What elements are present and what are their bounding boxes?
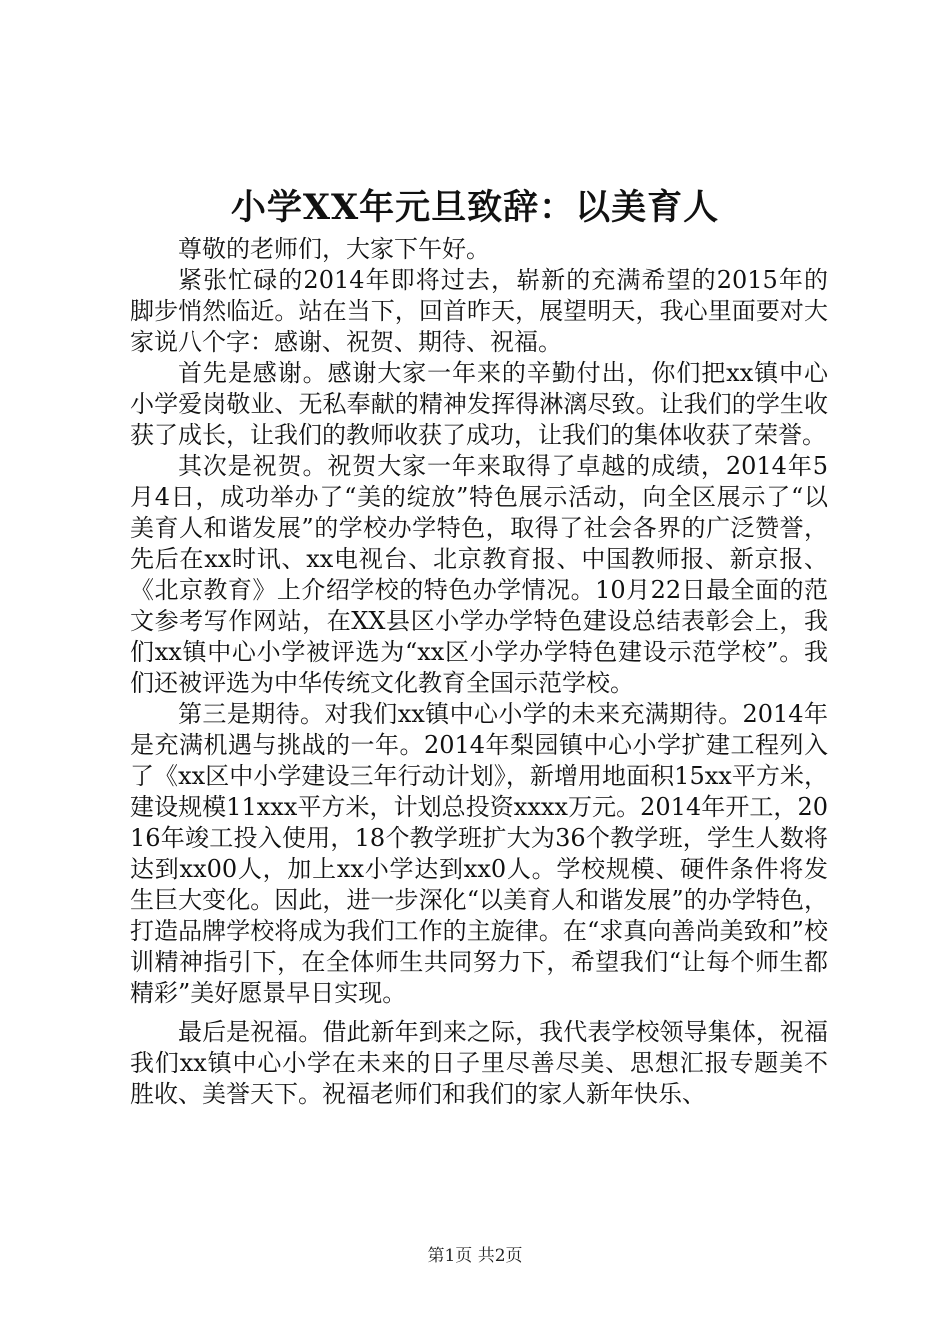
paragraph-congratulations: 其次是祝贺。祝贺大家一年来取得了卓越的成绩，2014年5月4日，成功举办了“美的绽放”特色展示活动，向全区展示了“以美育人和谐发展”的学校办学特色，取得了社会各界的广泛赞誉，先后在xx时讯、xx电视台、北京教育报、中国教师报、新京报、《北京教育》上介绍学校的特色办学情况。10月22日最全面的范文参考写作网站，在XX县区小学办学特色建设总结表彰会上，我们xx镇中心小学被评选为“xx区小学办学特色建设示范学校”。我们还被评选为中华传统文化教育全国示范学校。 [130, 452, 828, 697]
paragraph-expectations: 第三是期待。对我们xx镇中心小学的未来充满期待。2014年是充满机遇与挑战的一年。2014年梨园镇中心小学扩建工程列入了《xx区中小学建设三年行动计划》，新增用地面积15xx平方米，建设规模11xxx平方米，计划总投资xxxx万元。2014年开工，2016年竣工投入使用，18个教学班扩大为36个教学班，学生人数将达到xx00人，加上xx小学达到xx0人。学校规模、硬件条件将发生巨大变化。因此，进一步深化“以美育人和谐发展”的办学特色，打造品牌学校将成为我们工作的主旋律。在“求真向善尚美致和”校训精神指引下，在全体师生共同努力下，希望我们“让每个师生都精彩”美好愿景早日实现。 [130, 700, 828, 1007]
paragraph-greeting: 尊敬的老师们，大家下午好。 [178, 235, 490, 263]
document-body [130, 234, 828, 1110]
paragraph-thanks: 首先是感谢。感谢大家一年来的辛勤付出，你们把xx镇中心小学爱岗敬业、无私奉献的精神发挥得淋漓尽致。让我们的学生收获了成长，让我们的教师收获了成功，让我们的集体收获了荣誉。 [130, 359, 828, 449]
paragraph-intro: 紧张忙碌的2014年即将过去，崭新的充满希望的2015年的脚步悄然临近。站在当下，回首昨天，展望明天，我心里面要对大家说八个字：感谢、祝贺、期待、祝福。 [130, 266, 828, 356]
page-number-footer: 第1页 共2页 [427, 1246, 523, 1266]
document-title: 小学XX年元旦致辞：以美育人 [230, 187, 720, 228]
paragraph-blessings: 最后是祝福。借此新年到来之际，我代表学校领导集体，祝福我们xx镇中心小学在未来的日子里尽善尽美、思想汇报专题美不胜收、美誉天下。祝福老师们和我们的家人新年快乐、 [130, 1018, 828, 1108]
